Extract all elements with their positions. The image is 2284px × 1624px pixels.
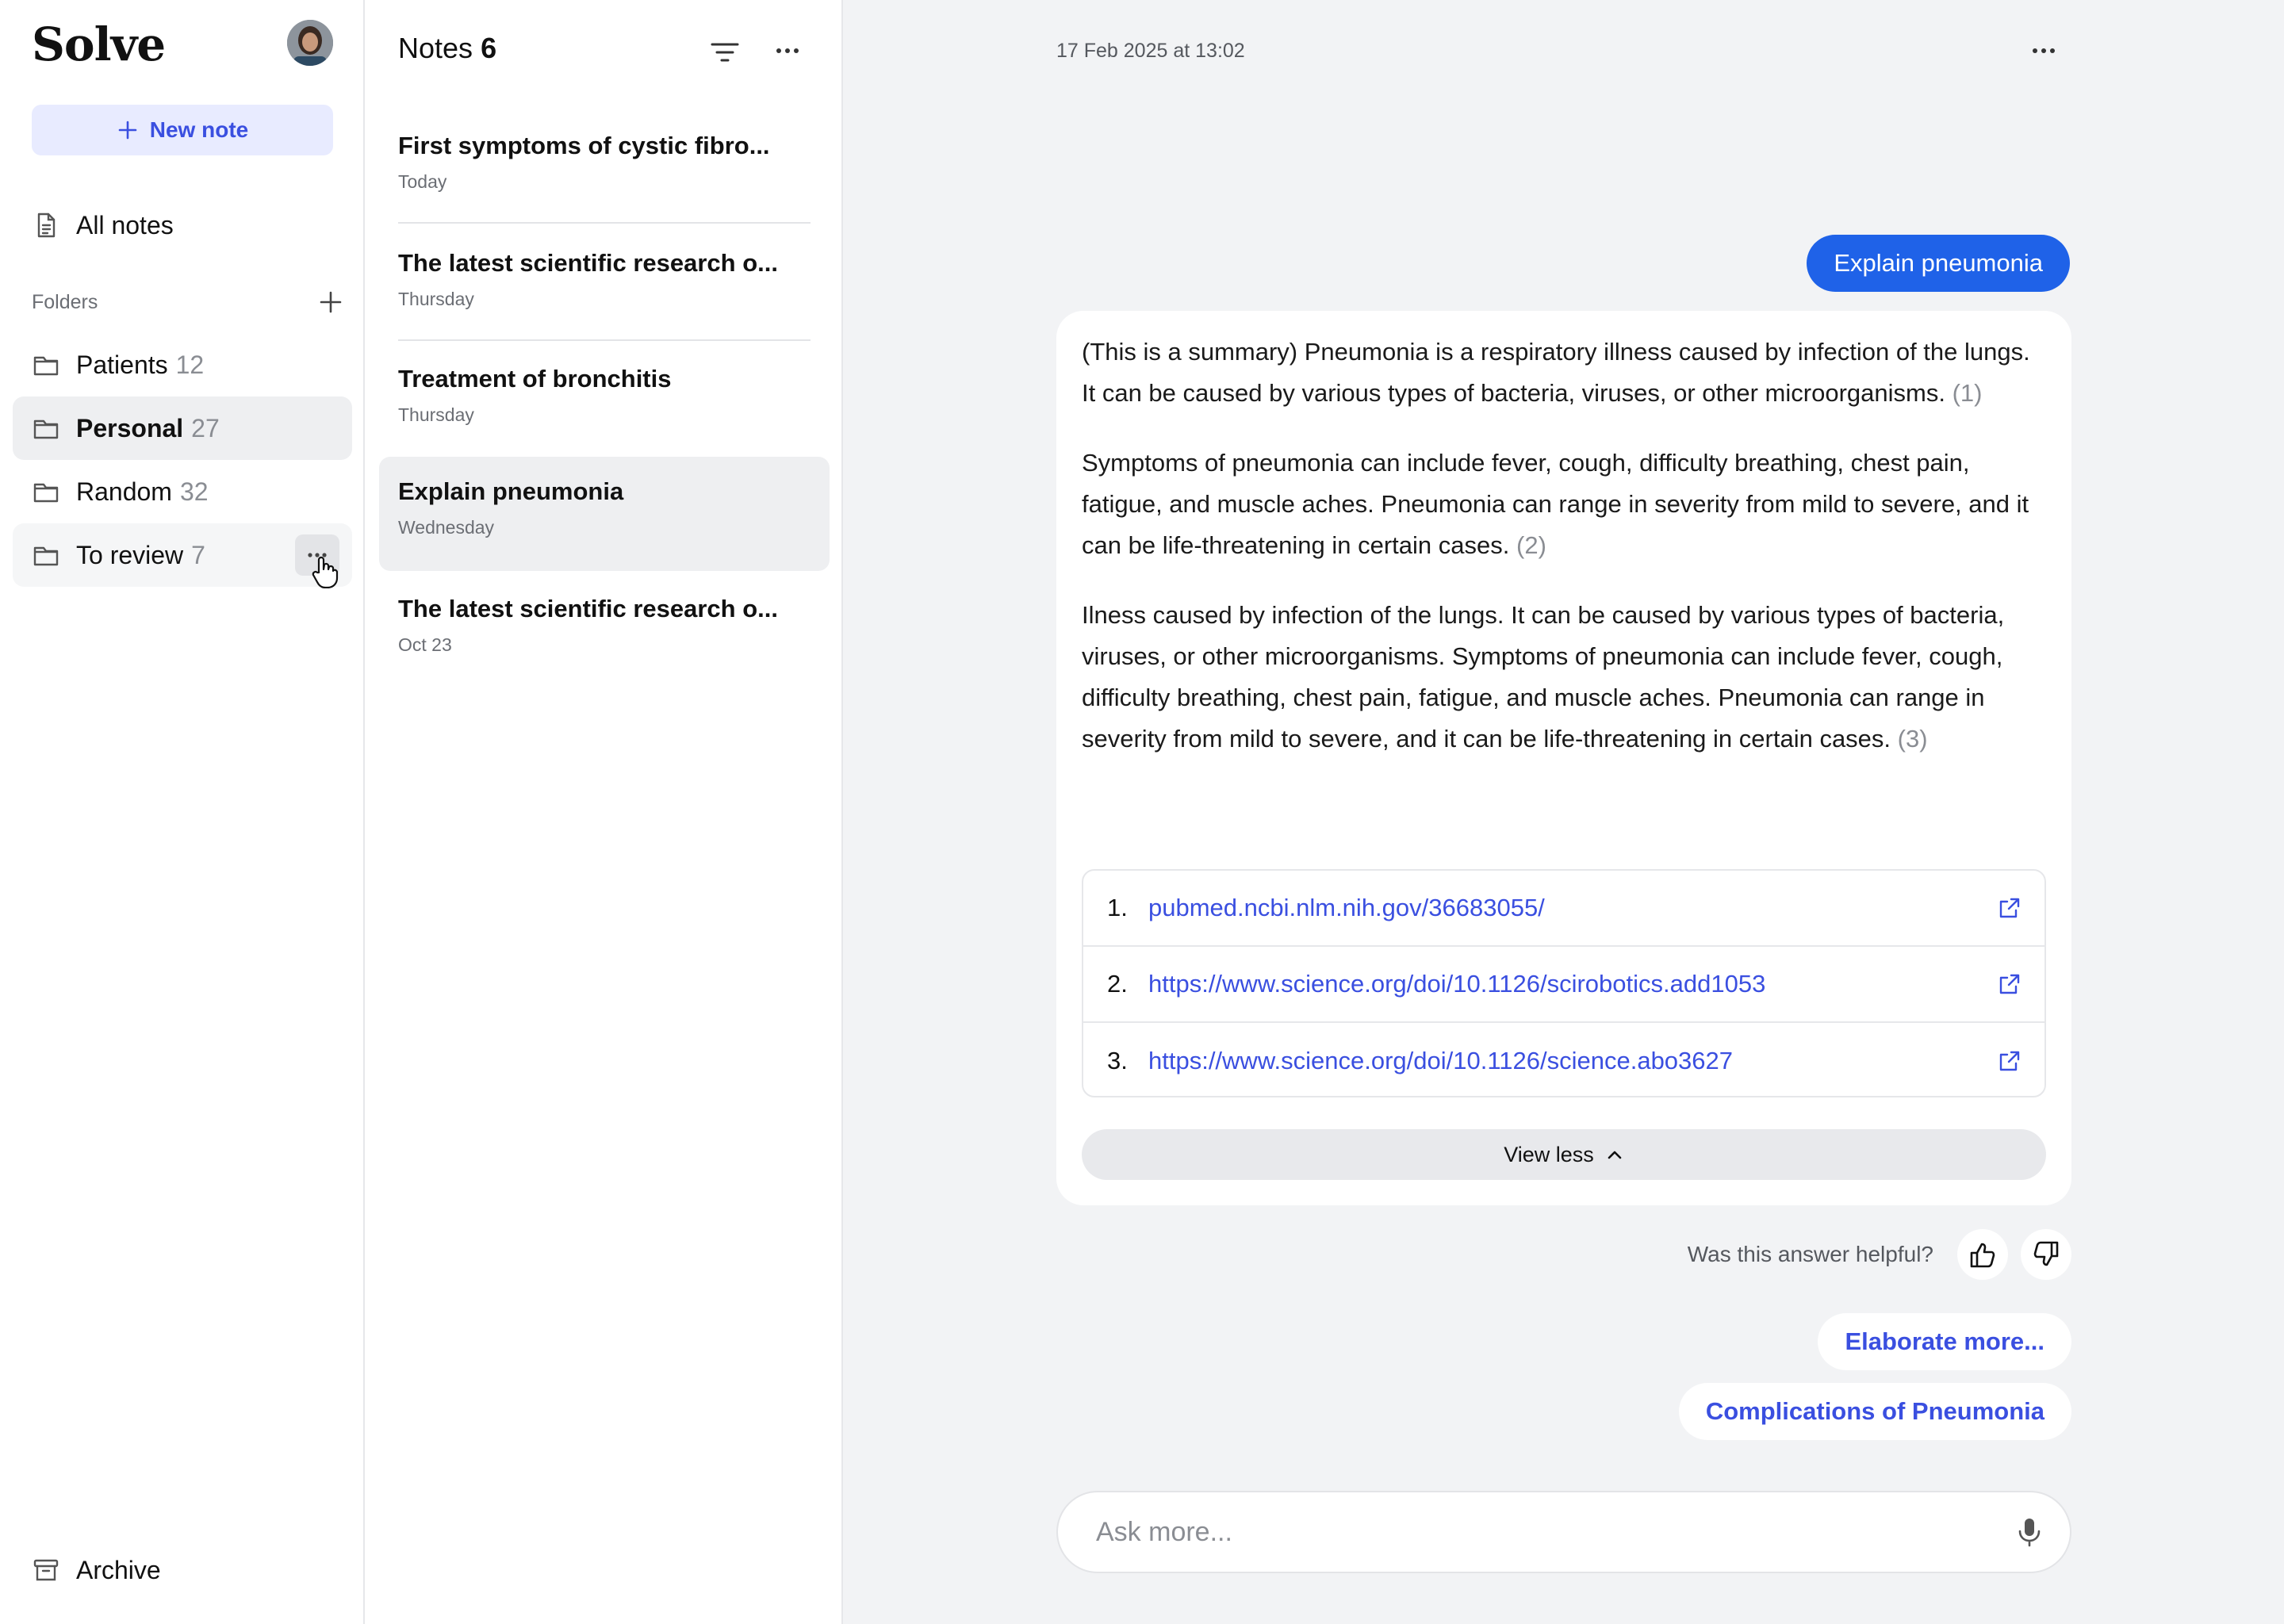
note-date: Oct 23 <box>398 634 452 655</box>
suggestion-chip[interactable]: Complications of Pneumonia <box>1679 1383 2071 1440</box>
app-logo: Solve <box>32 17 166 71</box>
folder-icon <box>32 414 60 442</box>
answer-paragraph <box>1082 331 2046 414</box>
source-number: 1. <box>1107 894 1128 921</box>
source-row <box>1083 947 2044 1023</box>
note-item[interactable] <box>379 111 830 225</box>
paragraph-text: Ilness caused by infection of the lungs. It can be caused by various types of bacteria, viruses, or other microorganisms. Symptoms of pneumonia can include fever, cough, difficulty breathing, chest pain, fatigue, and muscle aches. Pneumonia can range in severity from mild to severe, and it can be life-threatening in certain cases. <box>1082 601 2005 753</box>
thumbs-up-icon <box>1968 1240 1997 1269</box>
note-title: Treatment of bronchitis <box>398 365 672 393</box>
source-row <box>1083 1023 2044 1099</box>
external-link-icon[interactable] <box>1998 897 2021 919</box>
paragraph-text: Symptoms of pneumonia can include fever, cough, difficulty breathing, chest pain, fatigue, and muscle aches. Pneumonia can range in severity from mild to severe, and it can be life-threatening in certain cases. <box>1082 449 2029 559</box>
note-item[interactable] <box>379 228 830 343</box>
source-link[interactable]: https://www.science.org/doi/10.1126/science.abo3627 <box>1148 1047 1734 1074</box>
note-date: Wednesday <box>398 517 495 538</box>
folder-icon <box>32 541 60 569</box>
thumbs-up-button[interactable] <box>1957 1229 2008 1280</box>
all-notes-label: All notes <box>76 210 174 239</box>
external-link-icon[interactable] <box>1998 1050 2021 1072</box>
nav-archive[interactable] <box>13 1538 352 1602</box>
note-title: Explain pneumonia <box>398 477 624 505</box>
filter-icon[interactable] <box>709 36 741 68</box>
notes-count: 6 <box>481 32 497 64</box>
folder-count: 7 <box>191 540 205 569</box>
note-title: The latest scientific research o... <box>398 249 778 277</box>
suggestion-chip[interactable]: Elaborate more... <box>1818 1313 2071 1370</box>
feedback-question: Was this answer helpful? <box>1687 1242 1933 1266</box>
mic-icon[interactable] <box>2016 1516 2043 1548</box>
citation[interactable]: (3) <box>1897 725 1928 753</box>
document-icon <box>32 211 60 239</box>
source-row <box>1083 871 2044 947</box>
view-less-button[interactable] <box>1082 1129 2046 1180</box>
sidebar-folder-random[interactable] <box>13 460 352 523</box>
folder-label: Personal <box>76 413 184 442</box>
note-timestamp: 17 Feb 2025 at 13:02 <box>1056 40 1245 62</box>
divider <box>398 222 811 224</box>
note-title: The latest scientific research o... <box>398 595 778 622</box>
sidebar-folder-personal[interactable] <box>13 396 352 460</box>
external-link-icon[interactable] <box>1998 973 2021 995</box>
more-icon[interactable] <box>776 40 799 62</box>
thumbs-down-button[interactable] <box>2021 1229 2071 1280</box>
folder-count: 32 <box>179 477 209 506</box>
notes-pane <box>365 0 843 1624</box>
add-folder-icon[interactable] <box>319 290 343 314</box>
folders-header <box>32 290 343 314</box>
answer-paragraph <box>1082 595 2046 760</box>
answer-paragraph <box>1082 442 2046 566</box>
source-link[interactable]: pubmed.ncbi.nlm.nih.gov/36683055/ <box>1148 894 1545 921</box>
citation[interactable]: (2) <box>1516 531 1546 559</box>
divider <box>398 339 811 341</box>
folder-label: To review <box>76 540 184 569</box>
paragraph-text: (This is a summary) Pneumonia is a respiratory illness caused by infection of the lungs. It can be caused by various types of bacteria, viruses, or other microorganisms. <box>1082 338 2030 407</box>
more-icon[interactable] <box>2032 43 2056 59</box>
sidebar-folder-patients[interactable] <box>13 333 352 396</box>
plus-icon <box>117 119 139 141</box>
source-number: 3. <box>1107 1047 1128 1074</box>
sources-list <box>1082 869 2046 1097</box>
ask-input[interactable] <box>1096 1517 2016 1548</box>
note-date: Thursday <box>398 404 474 425</box>
thumbs-down-icon <box>2032 1240 2060 1269</box>
folders-heading: Folders <box>32 290 98 313</box>
sidebar <box>0 0 365 1624</box>
source-link[interactable]: https://www.science.org/doi/10.1126/scirobotics.add1053 <box>1148 970 1766 998</box>
note-date: Thursday <box>398 289 474 309</box>
note-item-selected[interactable] <box>379 457 830 571</box>
chevron-up-icon <box>1605 1145 1624 1164</box>
sidebar-folder-to-review[interactable] <box>13 523 352 587</box>
citation[interactable]: (1) <box>1952 379 1983 407</box>
note-date: Today <box>398 171 447 192</box>
archive-label: Archive <box>76 1555 161 1584</box>
folder-count: 27 <box>191 413 220 442</box>
folder-count: 12 <box>175 350 205 379</box>
feedback-bar <box>1688 1229 2071 1280</box>
ask-bar <box>1056 1491 2071 1573</box>
folder-icon <box>32 477 60 506</box>
new-note-button[interactable] <box>32 105 333 155</box>
note-item[interactable] <box>379 574 830 688</box>
answer-card <box>1056 311 2071 1205</box>
note-title: First symptoms of cystic fibro... <box>398 132 770 159</box>
folder-label: Patients <box>76 350 168 379</box>
nav-all-notes[interactable] <box>13 193 352 257</box>
folder-label: Random <box>76 477 172 506</box>
source-number: 2. <box>1107 970 1128 998</box>
archive-icon <box>32 1556 60 1584</box>
folder-icon <box>32 350 60 379</box>
avatar[interactable] <box>287 20 333 66</box>
notes-heading <box>398 32 496 65</box>
notes-heading-label: Notes <box>398 32 473 64</box>
user-message-bubble: Explain pneumonia <box>1807 235 2070 292</box>
view-less-label: View less <box>1504 1142 1594 1166</box>
note-item[interactable] <box>379 344 830 458</box>
new-note-label: New note <box>149 117 249 142</box>
hand-cursor-icon <box>311 555 339 588</box>
